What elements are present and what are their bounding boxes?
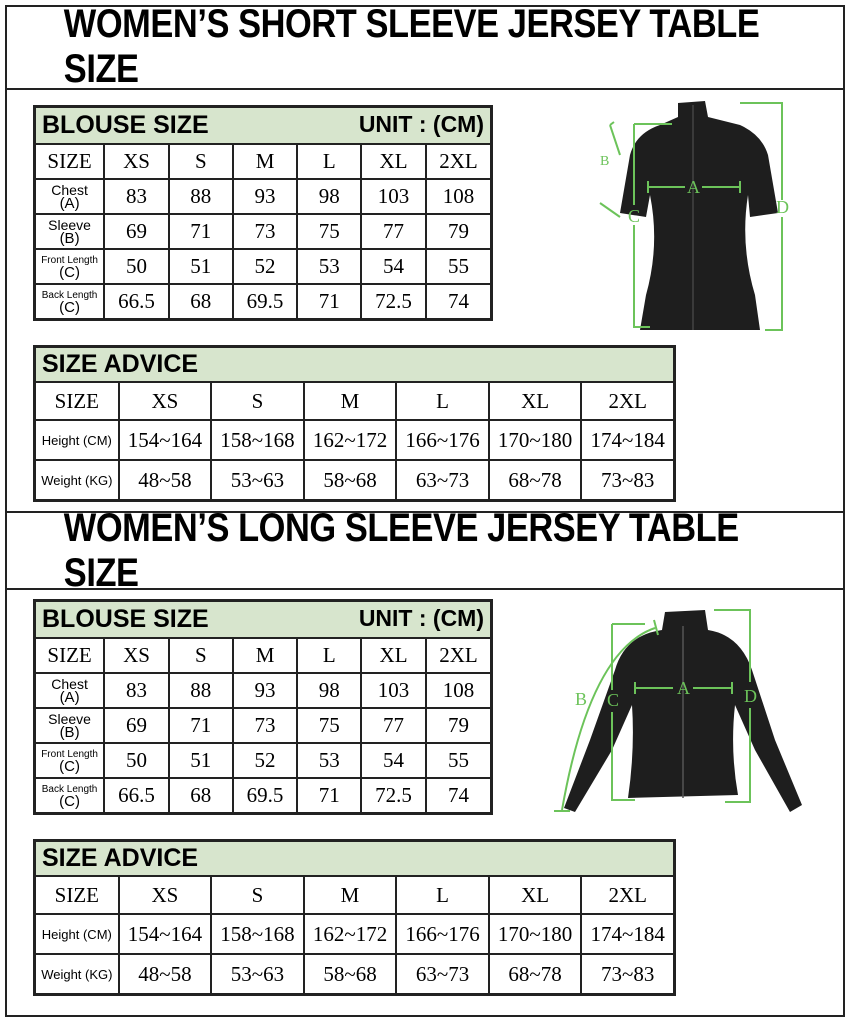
value-cell: 58~68: [304, 460, 397, 501]
row-label: [35, 284, 105, 320]
long-sleeve-jersey-diagram: [540, 590, 840, 830]
size-advice-table: [33, 839, 676, 996]
measure-code: (C): [59, 263, 80, 281]
label-c: C: [628, 206, 641, 226]
measure-code: (C): [59, 298, 80, 316]
value-cell: 55: [426, 743, 492, 778]
label-a: A: [677, 678, 690, 698]
value-cell: 58~68: [304, 954, 397, 995]
measure-code: (B): [59, 723, 80, 741]
table-row: [35, 214, 492, 249]
value-cell: 66.5: [104, 284, 169, 320]
value-cell: 162~172: [304, 420, 397, 460]
row-label: Height (CM): [35, 420, 119, 460]
value-cell: 103: [361, 673, 426, 708]
size-header-cell: M: [233, 144, 298, 179]
value-cell: 50: [104, 249, 169, 284]
size-header-cell: S: [169, 144, 233, 179]
value-cell: 68: [169, 284, 233, 320]
value-cell: 71: [169, 708, 233, 743]
size-advice-table: [33, 345, 676, 502]
value-cell: 53: [297, 743, 361, 778]
value-cell: 63~73: [396, 954, 489, 995]
measure-code: (B): [59, 229, 80, 247]
table-row: [35, 284, 492, 320]
advice-title: SIZE ADVICE: [42, 844, 199, 872]
row-label: [35, 214, 105, 249]
advice-header: [35, 347, 675, 383]
value-cell: 51: [169, 743, 233, 778]
value-cell: 98: [297, 179, 361, 214]
value-cell: 69: [104, 708, 169, 743]
value-cell: 71: [169, 214, 233, 249]
row-label: [35, 249, 105, 284]
value-cell: 53: [297, 249, 361, 284]
advice-size-row: [35, 382, 675, 420]
blouse-header-row: [35, 601, 492, 639]
blouse-title: BLOUSE SIZE: [42, 111, 209, 139]
size-header-cell: L: [297, 638, 361, 673]
size-header-cell: XS: [119, 382, 212, 420]
value-cell: 68: [169, 778, 233, 814]
value-cell: 79: [426, 708, 492, 743]
row-label: Weight (KG): [35, 460, 119, 501]
table-row: [35, 249, 492, 284]
advice-header-row: [35, 347, 675, 383]
advice-title: SIZE ADVICE: [42, 350, 199, 378]
measure-code: (A): [59, 688, 80, 706]
value-cell: 72.5: [361, 284, 426, 320]
value-cell: 174~184: [581, 420, 674, 460]
value-cell: 52: [233, 249, 298, 284]
label-b: B: [575, 689, 588, 709]
value-cell: 158~168: [211, 914, 304, 954]
size-header-cell: L: [396, 382, 489, 420]
row-label: Height (CM): [35, 914, 119, 954]
label-c: C: [607, 690, 620, 710]
value-cell: 50: [104, 743, 169, 778]
unit-label: UNIT : (CM): [358, 111, 484, 137]
value-cell: 48~58: [119, 954, 212, 995]
value-cell: 88: [169, 673, 233, 708]
label-d: D: [744, 686, 757, 706]
size-header-cell: L: [396, 876, 489, 914]
size-header-cell: 2XL: [426, 144, 492, 179]
size-header-cell: SIZE: [35, 876, 119, 914]
value-cell: 66.5: [104, 778, 169, 814]
blouse-header: [35, 107, 492, 145]
value-cell: 83: [104, 673, 169, 708]
size-header-cell: S: [211, 382, 304, 420]
long-sleeve-title: WOMEN’S LONG SLEEVE JERSEY TABLE SIZE: [63, 505, 739, 595]
row-label: Weight (KG): [35, 954, 119, 995]
measure-name: Sleeve: [48, 216, 91, 233]
size-header-cell: L: [297, 144, 361, 179]
table-row: [35, 673, 492, 708]
value-cell: 51: [169, 249, 233, 284]
size-header-cell: XL: [489, 876, 582, 914]
value-cell: 98: [297, 673, 361, 708]
value-cell: 77: [361, 214, 426, 249]
value-cell: 79: [426, 214, 492, 249]
value-cell: 69.5: [233, 284, 298, 320]
size-header-cell: XS: [119, 876, 212, 914]
value-cell: 54: [361, 249, 426, 284]
value-cell: 52: [233, 743, 298, 778]
value-cell: 68~78: [489, 954, 582, 995]
size-header-cell: XL: [489, 382, 582, 420]
table-row: [35, 778, 492, 814]
value-cell: 54: [361, 743, 426, 778]
table-row: [35, 708, 492, 743]
blouse-title: BLOUSE SIZE: [42, 605, 209, 633]
size-header-cell: SIZE: [35, 638, 105, 673]
table-row: [35, 954, 675, 995]
short-sleeve-jersey-icon: [620, 101, 778, 330]
value-cell: 73~83: [581, 460, 674, 501]
measure-name: Front Length: [41, 748, 98, 760]
size-header-cell: S: [169, 638, 233, 673]
value-cell: 63~73: [396, 460, 489, 501]
measure-name: Chest: [51, 675, 88, 692]
size-header-cell: XS: [104, 638, 169, 673]
value-cell: 170~180: [489, 420, 582, 460]
value-cell: 53~63: [211, 954, 304, 995]
short-sleeve-title-band: [5, 1, 845, 91]
size-header-cell: XL: [361, 638, 426, 673]
value-cell: 69: [104, 214, 169, 249]
measure-code: (C): [59, 792, 80, 810]
size-header-row: [35, 144, 492, 179]
table-row: [35, 179, 492, 214]
size-header-cell: 2XL: [581, 876, 674, 914]
size-header-cell: SIZE: [35, 144, 105, 179]
blouse-header-row: [35, 107, 492, 145]
value-cell: 73: [233, 214, 298, 249]
size-header-cell: 2XL: [581, 382, 674, 420]
measure-name: Back Length: [41, 783, 98, 795]
value-cell: 93: [233, 179, 298, 214]
size-header-cell: M: [233, 638, 298, 673]
row-label: [35, 708, 105, 743]
value-cell: 73~83: [581, 954, 674, 995]
row-label: [35, 743, 105, 778]
measure-name: Sleeve: [48, 710, 91, 727]
short-sleeve-title: WOMEN’S SHORT SLEEVE JERSEY TABLE SIZE: [63, 1, 760, 91]
value-cell: 68~78: [489, 460, 582, 501]
table-row: [35, 460, 675, 501]
size-header-cell: M: [304, 382, 397, 420]
row-label: [35, 673, 105, 708]
value-cell: 108: [426, 673, 492, 708]
value-cell: 103: [361, 179, 426, 214]
blouse-header: [35, 601, 492, 639]
value-cell: 75: [297, 708, 361, 743]
measure-name: Back Length: [41, 289, 98, 301]
value-cell: 53~63: [211, 460, 304, 501]
value-cell: 48~58: [119, 460, 212, 501]
advice-header: [35, 841, 675, 877]
value-cell: 170~180: [489, 914, 582, 954]
label-d: D: [776, 197, 789, 217]
size-header-cell: 2XL: [426, 638, 492, 673]
advice-header-row: [35, 841, 675, 877]
measure-name: Front Length: [41, 254, 98, 266]
value-cell: 83: [104, 179, 169, 214]
label-a: A: [687, 177, 700, 197]
value-cell: 154~164: [119, 914, 212, 954]
long-sleeve-title-band: [5, 505, 845, 595]
value-cell: 88: [169, 179, 233, 214]
value-cell: 174~184: [581, 914, 674, 954]
value-cell: 75: [297, 214, 361, 249]
measure-code: (A): [59, 194, 80, 212]
value-cell: 93: [233, 673, 298, 708]
size-header-cell: S: [211, 876, 304, 914]
size-header-cell: SIZE: [35, 382, 119, 420]
table-row: [35, 743, 492, 778]
value-cell: 162~172: [304, 914, 397, 954]
value-cell: 72.5: [361, 778, 426, 814]
measure-code: (C): [59, 757, 80, 775]
advice-size-row: [35, 876, 675, 914]
value-cell: 74: [426, 778, 492, 814]
value-cell: 69.5: [233, 778, 298, 814]
size-header-cell: M: [304, 876, 397, 914]
table-row: [35, 420, 675, 460]
blouse-size-table: [33, 105, 493, 321]
value-cell: 166~176: [396, 420, 489, 460]
value-cell: 108: [426, 179, 492, 214]
size-header-row: [35, 638, 492, 673]
value-cell: 73: [233, 708, 298, 743]
unit-label: UNIT : (CM): [358, 605, 484, 631]
size-header-cell: XL: [361, 144, 426, 179]
table-row: [35, 914, 675, 954]
value-cell: 71: [297, 778, 361, 814]
short-sleeve-jersey-diagram: [590, 95, 800, 340]
value-cell: 158~168: [211, 420, 304, 460]
row-label: [35, 778, 105, 814]
measure-name: Chest: [51, 181, 88, 198]
blouse-size-table: [33, 599, 493, 815]
value-cell: 166~176: [396, 914, 489, 954]
value-cell: 74: [426, 284, 492, 320]
value-cell: 55: [426, 249, 492, 284]
value-cell: 77: [361, 708, 426, 743]
row-label: [35, 179, 105, 214]
size-header-cell: XS: [104, 144, 169, 179]
value-cell: 154~164: [119, 420, 212, 460]
value-cell: 71: [297, 284, 361, 320]
label-b: B: [600, 154, 610, 169]
